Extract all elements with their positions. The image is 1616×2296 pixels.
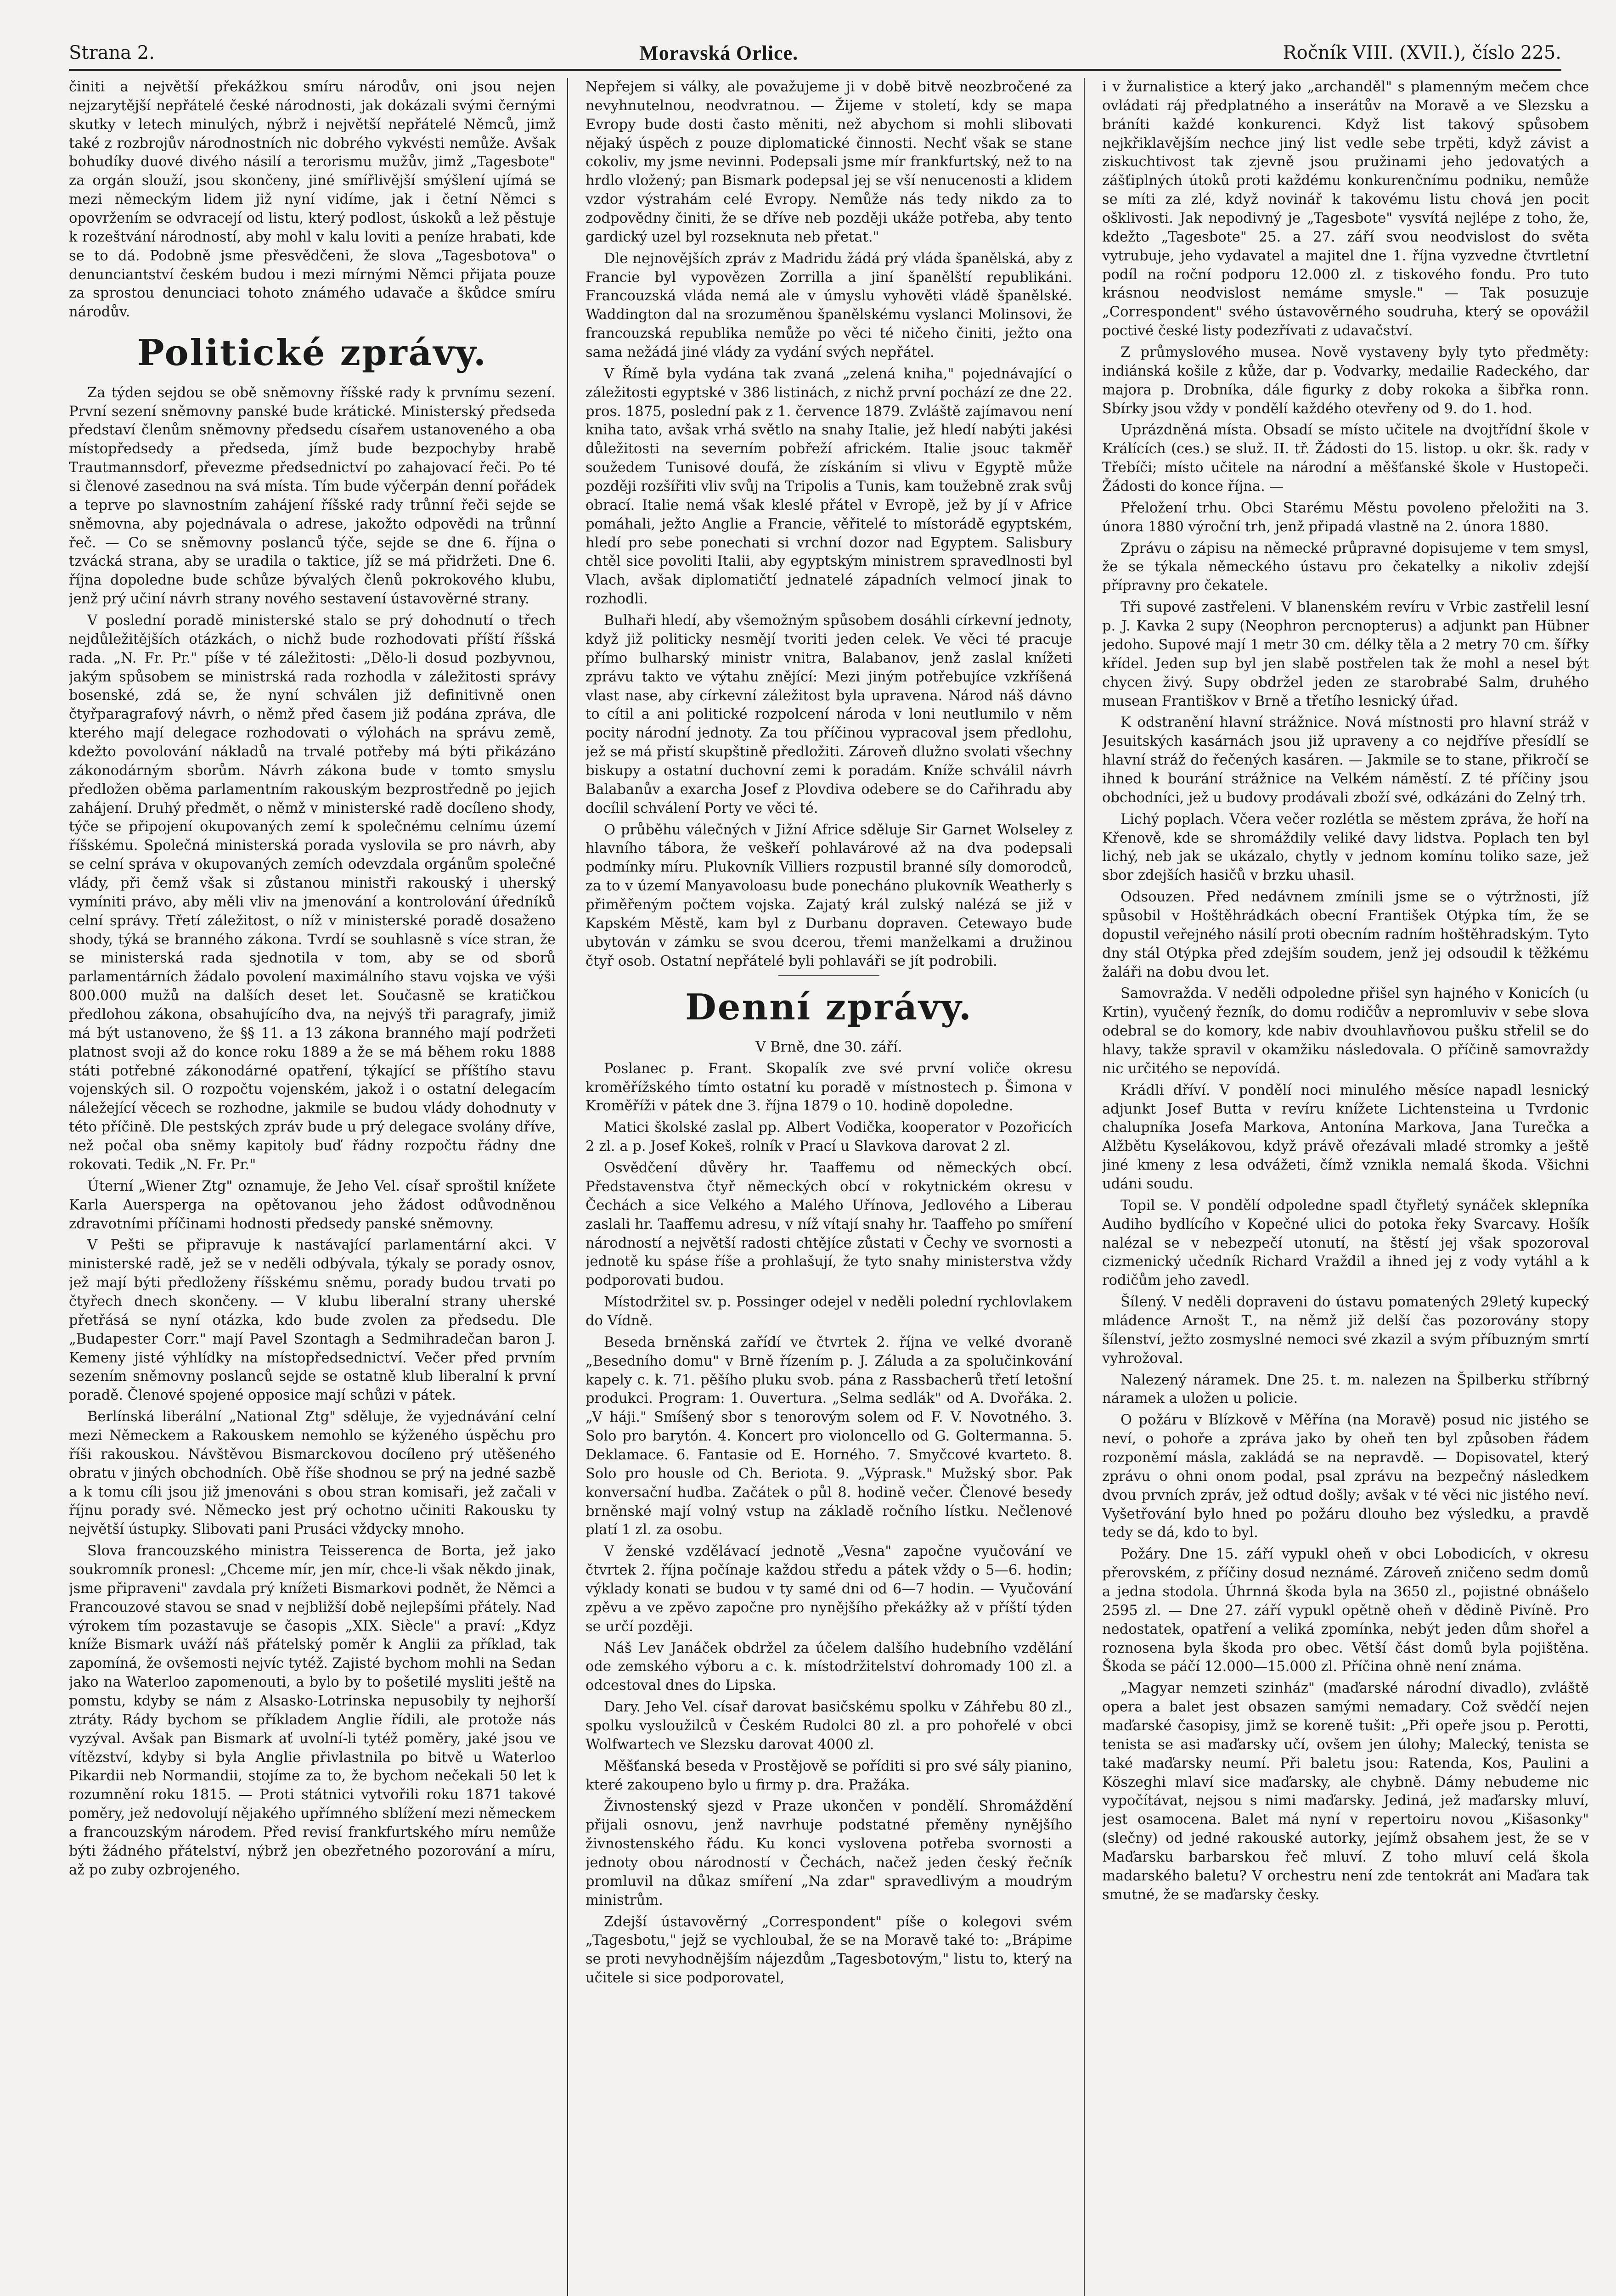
news-item: V ženské vzdělávací jednotě „Vesna" započne vyučování ve čtvrtek 2. října počínaje každou středu a pátek vždy o 5—6. hodin; výklady konati se budou v ty samé dni od 6—7 hodin. — Vyučování zpěvu a ve zpěvo započne pro nynějšího překážky až v příští týden se určí později. — [586, 1543, 1072, 1635]
news-item: Zdejší ústavověrný „Correspondent" píše o kolegovi svém „Tagesbotu," jejž se vychloubal, že se na Moravě také to: „Brápime se proti nevyhodnějším nájezdům „Tagesbotovým," listu to, který na učitele si sice podporovatel, — [586, 1913, 1072, 1986]
news-item: i v žurnalistice a který jako „archanděl" s plamenným mečem chce ovládati ráj předplatného a inserátův na Moravě a ve Slezsku a bráníti každé konkurenci. Když list takový spůsobem nejkřiklavějším nechce jiný list vedle sebe trpěti, když závist a ziskuchtivost tak zjevně jsou pružinami jeho jedovatých a zášťiplných útoků proti každému konkurenčnímu podniku, nemůže se míti za zlé, když novinář k takovému listu chová jen pocit ošklivosti. Jak nepodivný je „Tagesbote" vysvítá nejlépe z toho, že, kdežto „Tagesbote" 25. a 27. září svou neodvislost do světa vytrubuje, jeho vydavatel a majitel dne 1. října vyzvedne čtvrtletní podíl na roční podporu 12.000 zl. z tiskového fondu. Pro tuto krásnou neodvislost nemáme smysle." — Tak posuzuje „Correspondent" svého ústavověrného soudruha, který se opovážil poctivé české listy podezřívati z udavačství. — [1102, 79, 1589, 339]
column-3 — [1102, 78, 1589, 2296]
article-paragraph: V poslední poradě ministerské stalo se prý dohodnutí o třech nejdůležitějších otázkách, o nichž bude rozhodovati příští říšská rada. „N. Fr. Pr." píše v té záležitosti: „Dělo-li dosud pozbyvnou, jakým spůsobem se ministrská rada rozhodla v záležitosti správy bosenské, zdá se, že nyní schválen již definitivně onen čtyřparagrafový návrh, o němž před časem již podána zpráva, dle kterého mají delegace rozhodovati o výlohách na správu země, kdežto povolování nákladů na trvalé potřeby má býti přikázáno zákonodárným sborům. Návrh zákona bude v tomto smyslu předložen oběma parlamentním rakouským bezprostředně po jejich zahájení. Druhý předmět, o němž v ministerské radě docíleno shody, týče se připojení okupovaných zemí k společnému celnímu území říšskému. Společná ministerská porada vyslovila se pro návrh, aby se celní správa v okupovaných zemích odevzdala orgánům společné vlády, při čemž však si zůstanou ministři rakouský i uherský vymíniti právo, aby měli vliv na jmenování a kontrolování úředníků celní správy. Třetí záležitost, o níž v ministerské poradě dosaženo shody, týká se branného zákona. Tvrdí se souhlasně s více stran, že se ministerská rada sjednotila v tom, aby se od sborů parlamentárních žádalo povolení maximálního stavu vojska ve výši 800.000 mužů na dalších deset let. Současně se kratičkou předlohou zákona, obsahujícího dva, na nejvýš tři paragrafy, jimiž má být ustanoveno, že §§ 11. a 13 zákona branného mají podržeti platnost svoji až do konce roku 1889 a že se má během roku 1888 státi potřebné zákonodárné opatření, týkající se příštího stavu vojenských sil. O rozpočtu vojenském, jakož i o ostatní delegacím náležející věcech se rozhodne, jakmile se budou vlády dohodnuty v této příčině. Dle pestských zpráv bude u prý delegace svolány dříve, než počal oba sněmy kapitoly buď řádny rozpočtu řádny dne rokovati. Tedik „N. Fr. Pr." — [69, 613, 556, 1173]
article-paragraph: Slova francouzského ministra Teisserenca de Borta, jež jako soukromník pronesl: „Chceme mír, jen mír, chce-li však někdo jinak, jsme připraveni" zavdala prý knížeti Bismarkovi podnět, že Němci a Francouzové stavou se snad v nejbližší době nejlepšími přátely. Nad výrokem tím pozastavuje se časopis „XIX. Siècle" a praví: „Kdyz kníže Bismark uváží náš přátelský poměr k Anglii za příklad, tak zapomíná, že ovšemosti nejvíc tytéž. Zajisté bychom mohli na Sedan jako na Waterloo zapomenouti, a bylo by to pošetilé mysliti ještě na pomstu, kdyby se nám z Alsasko-Lotrinska nepusobily ty nejhorší ztráty. Rády bychom se příkladem Anglie řídili, ale protože nás vyzýval. Avšak pan Bismark ať uvolní-li tytéž poměry, jaké jsou ve vítězství, kdyby si byla Anglie přivlastnila po bitvě u Waterloo Pikardii neb Normandii, stojíme za to, že bychom nečekali 50 let k rozumnění roku 1815. — Proti státnici vytvořili roku 1871 takové poměry, jež nedovolují nějakého upřímného sblížení mezi německem a francouzským národem. Před revisí frankfurtského míru nemůže býti žádného přátelství, nýbrž jen obezřetného pozorování a míru, až po zuby ozbrojeného. — [69, 1543, 556, 1878]
news-item: Živnostenský sjezd v Praze ukončen v pondělí. Shromáždění přijali osnovu, jenž navrhuje podstatné přeměny nynějšího živnostenského řádu. Ku konci vyslovena potřeba svornosti a jednoty obou národností v Čechách, načež jeden český řečník promluvil na důkaz smíření „Na zdar" spravedlivým a moudrým ministrům. — [586, 1798, 1072, 1908]
article-paragraph: Berlínská liberální „National Ztg" sděluje, že vyjednávání celní mezi Německem a Rakouskem nemohlo se kýženého úspěchu pro říši rakouskou. Návštěvou Bismarckovou docíleno prý utěšeného obratu v jiných obchodních. Obě říše shodnou se prý na jedné sazbě a k tomu cíli jsou již jmenováni s obou stran komisaři, jež začali v říjnu porady své. Německo jest prý ochotno učiniti Rakousku ty největší ústupky. Slibovati pani Prusáci vždycky mnoho. — [69, 1409, 556, 1538]
news-item: Dary. Jeho Vel. císař darovat basičskému spolku v Záhřebu 80 zl., spolku vysloužilců v Českém Rudolci 80 zl. a pro pohořelé v obci Wolfwartech ve Slezsku darovat 4000 zl. — [586, 1699, 1072, 1753]
article-paragraph: Bulhaři hledí, aby všemožným spůsobem dosáhli církevní jednoty, když již politicky nesmějí tvoriti jeden celek. Ve věci té pracuje přímo bulharský ministr vnitra, Balabanov, jenž zaslal knížeti zprávu takto ve výtahu znějící: Mezi jiným potřebujíce vzkříšená vlast nase, aby církevní záležitost byla upravena. Národ náš dávno to cítil a ani politické rozpolcení národa v loni neutlumilo v něm pocity národní jednoty. Za tou příčinou vypracoval jsem předlohu, jež se má přistí skupštině předložiti. Zároveň dlužno svolati všechny biskupy a ostatní duchovní zemi k poradám. Kníže schválil návrh Balabanův a exarcha Josef z Plovdiva odebere se do Cařihradu aby docílil schválení Porty ve věci té. — [586, 613, 1072, 816]
news-item: Matici školské zaslal pp. Albert Vodička, kooperator v Pozořicích 2 zl. a p. Josef Kokeš, rolník v Prací u Slavkova darovat 2 zl. — [586, 1120, 1072, 1155]
article-paragraph: O průběhu válečných v Jižní Africe sděluje Sir Garnet Wolseley z hlavního tábora, že veškeří pohlavárové až na dva podepsali podmínky míru. Plukovník Villiers rozpustil branné síly domorodců, za to v území Manyavoloasu bude ponecháno plukovník Weatherly s přiměřeným počtem vojska. Zajatý král zulský nalézá se již v Kapském Městě, kam byl z Durbanu dopraven. Cetewayo bude ubytován v zámku se svou dcerou, třemi manželkami a družinou čtyř osob. Ostatní nepřátelé byli pohlaváři se jít podrobili. — [586, 822, 1072, 969]
news-item: Měšťanská beseda v Prostějově se poříditi si pro své sály pianino, které zakoupeno bylo u firmy p. dra. Pražáka. — [586, 1758, 1072, 1793]
news-item: Přeložení trhu. Obci Starému Městu povoleno přeložiti na 3. února 1880 výroční trh, jenž připadá vlastně na 2. února 1880. — [1102, 500, 1589, 535]
article-paragraph: V Římě byla vydána tak zvaná „zelená kniha," pojednávající o záležitosti egyptské v 386 listinách, z nichž první pochází ze dne 22. pros. 1875, poslední pak z 1. července 1879. Zvláště zajímavou není kniha tato, avšak vrhá světlo na snahy Italie, jež hledí nabýti jakési důležitosti na severním pobřeží africkém. Italie jsouc takměř soužedem Tunisové doufá, že získáním si vlivu v Egyptě může později rozšířiti vliv svůj na Tripolis a Tunis, kam toužebně zrak svůj obrací. Italie nemá však kleslé přátel v Evropě, jež by jí v Africe pomáhali, ježto Anglie a Francie, věřitelé to místorádě egyptském, hledí pro sebe ponechati si vrchní dozor nad Egyptem. Salisbury chtěl sice povoliti Italii, aby egyptským ministrem spravedlnosti byl Vlach, avšak diplomatičtí jednatelé západních velmocí jinak to rozhodli. — [586, 366, 1072, 608]
column-divider — [567, 78, 568, 2296]
news-item: „Magyar nemzeti szinház" (maďarské národní divadlo), zvláště opera a balet jest obsazen samými nemadary. Což svědčí nejen maďarské časopisy, jimž se koreně tušit: „Při opeře jsou p. Perotti, tenista se asi maďarsky učí, ovšem jen úlohy; Malecký, tenista se také maďarsky neumí. Při baletu jsou: Ratenda, Kos, Paulini a Köszeghi mlaví sice maďarsky, ale chybně. Dámy nebudeme nic vypočítávat, nejsou s nimi maďarsky. Jediná, jež maďarsky mluví, jest osamocena. Balet má nyní v repertoiru novou „Kišasonky" (slečny) od jedné rakouské autorky, jejímž obsahem jest, že se v Maďarsku barbarskou řeč mluví. Z toho mluví celá škola madarského baletu? V orchestru není zde tentokrát ani Maďara tak smutné, že se maďarsky česky. — [1102, 1680, 1589, 1903]
page-number: Strana 2. — [69, 42, 155, 63]
section-title-politicke-zpravy: Politické zprávy. — [137, 332, 488, 374]
news-item: Beseda brněnská zařídí ve čtvrtek 2. října ve velké dvoraně „Besedního domu" v Brně řízením p. J. Záluda a za spolučinkování kapely c. k. 71. pěšího pluku svob. pána z Rassbacherů třetí letošní produkci. Program: 1. Ouvertura. „Selma sedlák" od A. Dvořáka. 2. „V háji." Smíšený sbor s tenorovým solem od F. V. Novotného. 3. Solo pro barytón. 4. Koncert pro violoncello od G. Goltermanna. 5. Deklamace. 6. Fantasie od E. Horného. 7. Smyčcové kvarteto. 8. Solo pro housle od Ch. Beriota. 9. „Výprask." Mužský sbor. Pak konversační hudba. Začátek o půl 8. hodině večer. Členové besedy brněnské mají volný vstup na základě ročního lístku. Nečlenové platí 1 zl. za osobu. — [586, 1334, 1072, 1538]
news-item: Nalezený náramek. Dne 25. t. m. nalezen na Špilberku stříbrný náramek a uložen u policie. — [1102, 1372, 1589, 1407]
column-2 — [586, 78, 1072, 2296]
news-item: K odstranění hlavní strážnice. Nová místnosti pro hlavní stráž v Jesuitských kasárnách jsou již upraveny a co nejdříve přesídlí se hlavní stráž do řečených kasáren. — Jakmile se to stane, přikročí se ihned k bourání strážnice na Velkém náměstí. Z té příčiny jsou obchodníci, jež u budovy prodávali zboží své, odkázáni do Zelný trh. — [1102, 715, 1589, 806]
article-paragraph: činiti a největší překážkou smíru národův, oni jsou nejen nejzarytější nepřátelé české národnosti, jak dokázali svými černými skutky v letech minulých, nýbrž i největší nepřátelé Němců, jimž také z rozbrojův národnostních nic dobrého vykvésti nemůže. Avšak bohudíky duové divého násilí a terorismu mužův, jimž „Tagesbote" za orgán slouží, jsou skončeny, jiné smířlivější smýšlení ujímá se mezi německým lidem již nyní vidíme, jak i četní Němci s opovržením se odvracejí od listu, který podlost, úskoků a lež pěstuje k rozeštvání národností, aby mohl v kalu loviti a peníze hrabati, kde se to dá. Podobně jsme přesvědčeni, že slova „Tagesbotova" o denunciantství českém budou i mezi mírnými Němci přijata pouze za sprostou denunciaci tohoto známého udavače a škůdce smíru národův. — [69, 79, 556, 321]
column-1 — [69, 78, 556, 2296]
news-item: Odsouzen. Před nedávnem zmínili jsme se o výtržnosti, jíž spůsobil v Hoštěhrádkách obecní František Otýpka tím, že se dopustil veřejného násilí proti obecním radním hoštěhradským. Tyto dny stál Otýpka před zdejším soudem, jenž jej odsoudil k těžkému žaláři na dobu dvou let. — [1102, 889, 1589, 980]
news-item: Požáry. Dne 15. září vypukl oheň v obci Lobodicích, v okresu přerovském, z příčiny dosud neznámé. Zároveň zničeno sedm domů a jedna stodola. Úhrnná škoda byla na 3650 zl., pojistné obnášelo 2595 zl. — Dne 27. září vypukl opětně oheň v dědině Pivíně. Pro nedostatek, opatření a veliká zpomínka, nebýt jeden dům shořel a roznosena byla škoda pro obec. Větší část domů byla pojištěna. Škoda se páčí 12.000—15.000 zl. Příčina ohně není známa. — [1102, 1546, 1589, 1675]
news-item: Tři supové zastřeleni. V blanenském revíru v Vrbic zastřelil lesní p. J. Kavka 2 supy (Neophron percnopterus) a adjunkt pan Hübner jedoho. Supové mají 1 metr 30 cm. délky těla a 2 metry 70 cm. šířky křídel. Jeden sup byl jen slabě postřelen tak že mohl a nesel být chycen živý. Supy obdržel jeden ze starobrabé Salm, druhého musean Františkov v Brně a třetího lesnický úřad. — [1102, 599, 1589, 709]
article-paragraph: Úterní „Wiener Ztg" oznamuje, že Jeho Vel. císař sproštil knížete Karla Auersperga na opětovanou jeho žádost odůvodněnou zdravotními příčinami hodnosti předsedy panské sněmovny. — [69, 1178, 556, 1232]
news-item: Uprázdněná místa. Obsadí se místo učitele na dvojtřídní škole v Králících (ces.) se služ. II. tř. Žádosti do 15. listop. u okr. šk. rady v Třebíči; místo učitele na národní a měšťanské škole v Hustopeči. Žádosti do konce října. — — [1102, 422, 1589, 495]
section-separator — [778, 975, 879, 976]
section-title-denni-zpravy: Denní zprávy. — [685, 986, 973, 1029]
news-item: Zprávu o zápisu na německé průpravné dopisujeme v tem smysl, že se týkala německého ústavu pro čekatelky a nikoliv zdejší přípravny pro čekatele. — [1102, 540, 1589, 594]
page-header — [69, 37, 1561, 71]
column-divider — [1084, 78, 1085, 2296]
issue-info: Ročník VIII. (XVII.), číslo 225. — [1283, 42, 1561, 63]
news-item: Samovražda. V neděli odpoledne přišel syn hajného v Konicích (u Krtin), vyučený řezník, do domu rodičův a nepromluviv v sebe slova odebral se do komory, kde nabiv dvouhlavňovou pušku střelil se do hlavy, takže spravil v okamžiku následovala. O příčině samovraždy nic určitého se nepovídá. — [1102, 985, 1589, 1077]
news-item: Krádli dříví. V pondělí noci minulého měsíce napadl lesnický adjunkt Josef Butta v revíru knížete Lichtensteina u Tvrdonic chalupníka Josefa Markova, Antonína Markova, Jana Turečka a Alžbětu Kyselákovou, když právě ořezávali mladé stromky a ještě jiné kmeny z lesa odvážeti, čímž vznikla nemalá škoda. Všichni udáni soudu. — [1102, 1082, 1589, 1192]
article-paragraph: Dle nejnovějších zpráv z Madridu žádá prý vláda španělská, aby z Francie byl vypovězen Zorrilla a jiní španělští republikáni. Francouzská vláda nemá ale v úmyslu vyhověti vládě španělské. Waddington dal na srozuměnou španělskému vyslanci Molinsovi, že francouzská republika nemůže po věci té ničeho činiti, ježto ona sama nežádá jiné vlády za vydání svých nepřátel. — [586, 250, 1072, 361]
news-item: Topil se. V pondělí odpoledne spadl čtyřletý synáček sklepníka Audiho bydlícího v Kopečné ulici do potoka řeky Svarcavy. Hošík nalézal se v nebezpečí utonutí, na štěstí jej však spozoroval cizmenický učedník Richard Vraždil a ihned jej z vody vytáhl a k rodičům jeho zavedl. — [1102, 1197, 1589, 1289]
news-item: Místodržitel sv. p. Possinger odejel v neděli polední rychlovlakem do Vídně. — [586, 1294, 1072, 1329]
newspaper-title: Moravská Orlice. — [639, 41, 799, 64]
news-item: O požáru v Blízkově v Měřína (na Moravě) posud nic jistého se neví, o pohoře a zpráva jako by oheň ten byl způsoben řádem rozponěmí másla, zakládá se na nepravdě. — Dopisovatel, který zprávu o ohni onom podal, psal zprávu na bezpečný následkem dvou prvních zpráv, jež odtud došly; avšak v té věci nic jistého neví. Vyšetřování bylo hned po požáru dlouho bez výsledku, a pravdě tedy se dá, kdo to byl. — [1102, 1412, 1589, 1541]
dateline: V Brně, dne 30. září. — [755, 1039, 902, 1055]
news-item: Šílený. V neděli dopraveni do ústavu pomatených 29letý kupecký mládence Arnošt T., na němž již delší čas pozorovány stopy šílenství, ježto zosmyslné nemoci své zkazil a svým příbuzným smrtí vyhrožoval. — [1102, 1294, 1589, 1367]
article-paragraph: V Pešti se připravuje k nastávající parlamentární akci. V ministerské radě, jež se v neděli odbývala, týkaly se porady osnov, jež mají býti předloženy říšskému sněmu, porady budou trvati po čtyřech dnech skončeny. — V klubu liberalní strany uherské přetřásá se nyní otázka, kdo bude zvolen za předsedu. Dle „Budapester Corr." mají Pavel Szontagh a Sedmihradečan baron J. Kemeny jisté výhlídky na místopředsednictví. Večer před prvním sezením sněmovny poslanců sejde se ostatně klub liberalní k první poradě. Členové spojené opposice mají schůzi v pátek. — [69, 1237, 556, 1404]
news-item: Z průmyslového musea. Nově vystaveny byly tyto předměty: indiánská košile z kůže, dar p. Vodvarky, medailie Radeckého, dar majora p. Drobníka, dále figurky z doby rokoka a šibřka ronn. Sbírky jsou vždy v pondělí každého otevřeny od 9. do 1. hod. — [1102, 344, 1589, 417]
news-item: Lichý poplach. Včera večer rozlétla se městem zpráva, že hoří na Křenově, kde se shromáždily veliké davy lidstva. Poplach ten byl lichý, neb jak se ukázalo, chytly v jednom komínu toliko saze, jež sbor zdejších hasičů v brzku uhasil. — [1102, 811, 1589, 884]
news-item: Osvědčení důvěry hr. Taaffemu od německých obcí. Představenstva čtyř německých obcí v rokytnickém okresu v Čechách a sice Velkého a Malého Uřínova, Jedlového a Liberau zaslali hr. Taaffemu adresu, v níž vítají snahy hr. Taaffeho po smíření národností a největší radosti chtějíce zůstati v Čechy ve svornosti a jednotě ku spáse říše a prohlašují, že tyto snahy ministerstva vždy podporovati budou. — [586, 1160, 1072, 1289]
article-paragraph: Za týden sejdou se obě sněmovny říšské rady k prvnímu sezení. První sezení sněmovny panské bude krátické. Ministerský předseda představí členům sněmovny předsedu císařem ustanoveného a oba místopředsedy a předseda, jímž bude bezpochyby hrabě Trautmannsdorf, převezme předsednictví po zahajovací řeči. Po té si členové zasednou na svá místa. Tím bude výčerpán denní pořádek a teprve po slavnostním zahájení říšské rady trůnní řeči sejde se sněmovna, aby pojednávala o adrese, jakožto odpovědi na trůnní řeč. — Co se sněmovny poslanců týče, sejde se dne 6. října o tzvácká strana, aby se uradila o taktice, jíž se má přidržeti. Dne 6. října dopoledne bude schůze bývalých členů pokrokového klubu, jenž prý učiní návrh strany nového sestavení ústavověrné strany. — [69, 384, 556, 608]
news-item: Náš Lev Janáček obdržel za účelem dalšího hudebního vzdělání ode zemského výboru a c. k. místodržitelství dohromady 100 zl. a odcestoval dnes do Lipska. — [586, 1640, 1072, 1694]
news-item: Poslanec p. Frant. Skopalík zve své první voliče okresu kroměřížského tímto ostatní ku poradě v místnostech p. Šimona v Kroměříži v pátek dne 3. října 1879 o 10. hodině dopoledne. — [586, 1060, 1072, 1114]
article-paragraph: Nepřejem si války, ale považujeme ji v době bitvě neozbročené za nevyhnutelnou, neodvratnou. — Žijeme v století, kdy se mapa Evropy bude dosti často měniti, než abychom si mohli slibovati nějaký úspěch z pouze diplomatické činnosti. Nechť však se stane cokoliv, my jsme nevinni. Podepsali jsme mír frankfurtský, než to na hrdlo vložený; pan Bismark podepsal jej se vší nenucenosti a klidem vzdor výstrahám celé Evropy. Nemůže nás tedy nikdo za to zodpovědny činiti, že se dříve neb později ukáže potřeba, aby tento gardický uzel byl rozseknuta neb přetat." — [586, 79, 1072, 245]
